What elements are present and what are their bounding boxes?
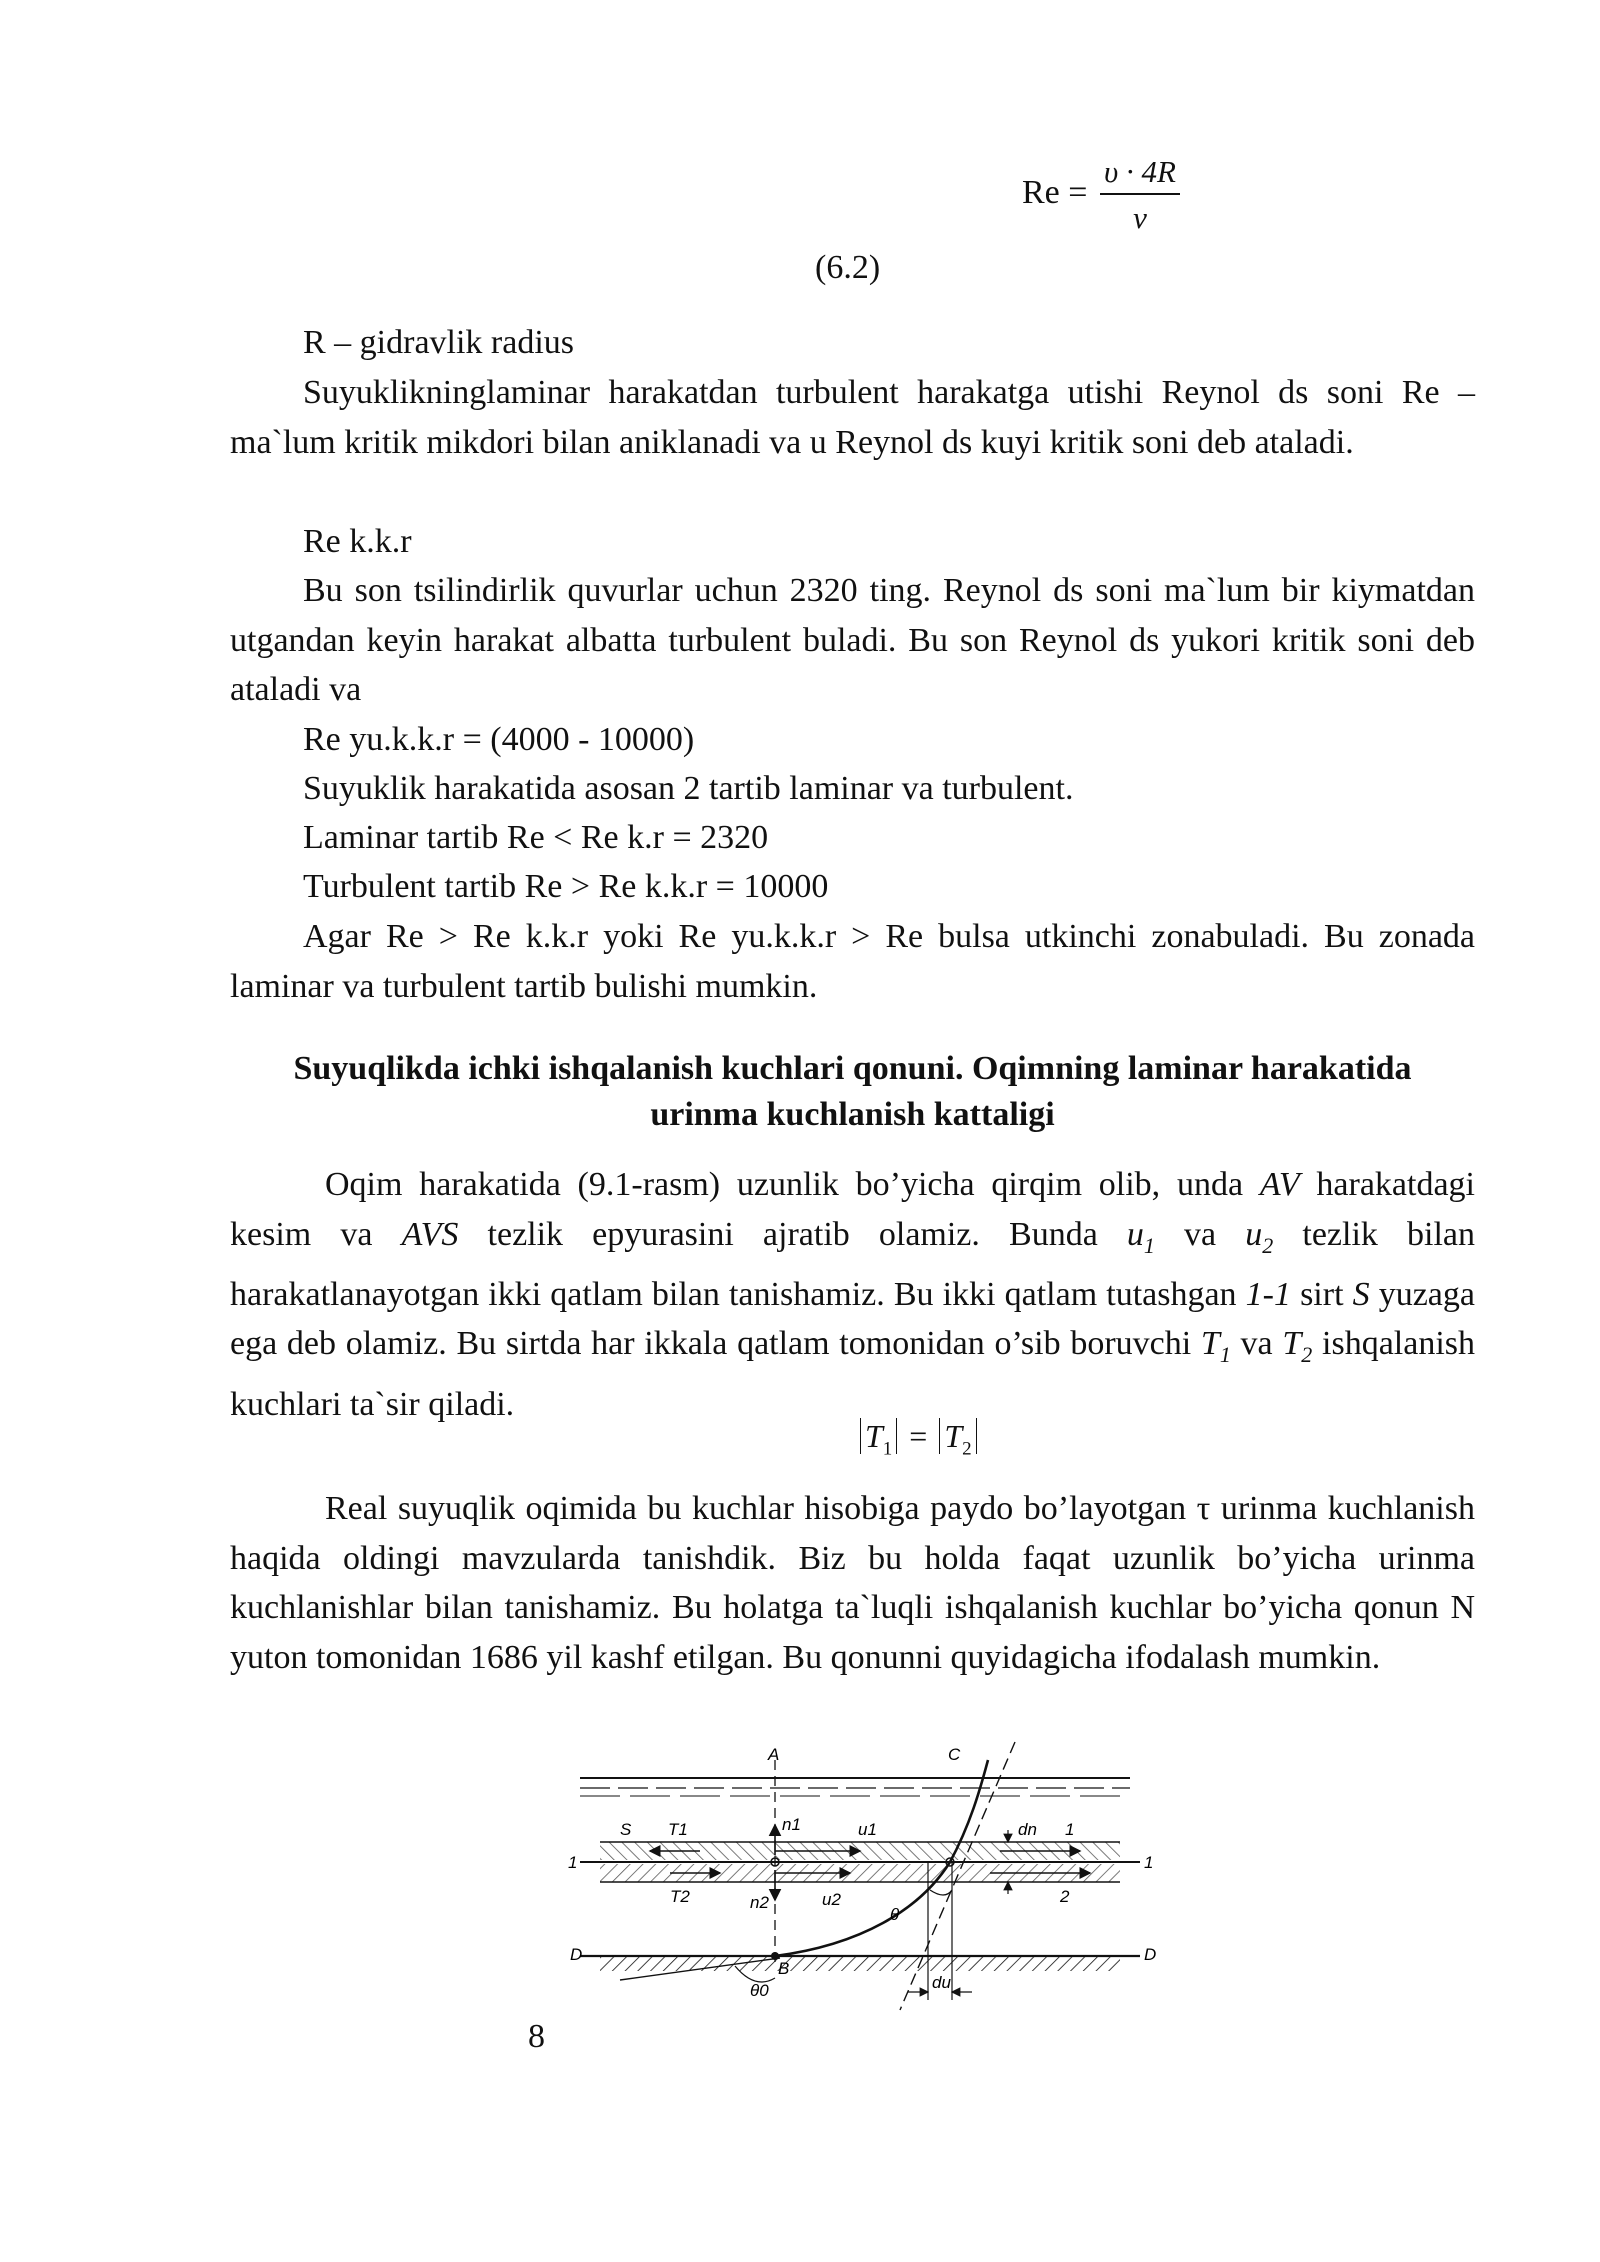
label-b: B: [778, 1959, 790, 1978]
re-yukkr-line: Re yu.k.k.r = (4000 - 10000): [303, 721, 695, 758]
label-du: du: [932, 1973, 951, 1992]
heading-line-1: Suyuqlikda ichki ishqalanish kuchlari qonuni. Oqimning laminar harakatida: [293, 1050, 1412, 1087]
label-1-right-top: 1: [1065, 1820, 1075, 1839]
formula-denominator: ν: [1133, 200, 1147, 235]
symbol-avs: AVS: [401, 1215, 459, 1253]
label-s: S: [620, 1820, 632, 1839]
label-theta: θ: [890, 1905, 900, 1924]
formula-eq: =: [909, 1418, 928, 1454]
label-d-left: D: [570, 1945, 583, 1964]
label-1-right: 1: [1144, 1853, 1154, 1872]
label-dn: dn: [1018, 1820, 1037, 1839]
re-kkr-line: Re k.k.r: [303, 523, 412, 560]
fraction-bar: [1100, 193, 1180, 195]
label-2: 2: [1060, 1887, 1070, 1906]
label-d-right: D: [1144, 1945, 1157, 1964]
heading-line-2: urinma kuchlanish kattaligi: [650, 1096, 1055, 1133]
symbol-t2: $T_2$: [1282, 1325, 1313, 1368]
label-c: C: [948, 1745, 961, 1764]
formula-number: (6.2): [815, 249, 881, 286]
symbol-u1: $u_1$: [1126, 1215, 1155, 1258]
symbol-u2: $u_2$: [1245, 1215, 1274, 1258]
formula-t1: T: [865, 1418, 883, 1454]
formula-t2: T: [944, 1418, 963, 1454]
r-definition: R – gidravlik radius: [303, 324, 575, 361]
paragraph-4: Oqim harakatida (9.1-rasm) uzunlik bo’yicha qirqim olib, unda AV harakatdagi kesim va AVS tezlik epyurasini ajratib olamiz. Bunda $u_1$ va $u_2$ tezlik bilan harakatlanayotgan ikki qatlam bilan tanishamiz. Bu ikki qatlam tutashgan 1-1 sirt S yuzaga ega deb olamiz. Bu sirtda har ikkala qatlam tomonidan o’sib boruvchi $T_1$ va $T_2$ ishqalanish kuchlari ta`sir qiladi.: [230, 1166, 1476, 1423]
formula-t-equality: $T_1 = T_2$: [860, 1418, 977, 1460]
section-heading: [230, 1046, 1475, 1138]
label-1-left: 1: [568, 1853, 578, 1872]
label-t2: T2: [670, 1887, 690, 1906]
label-a: A: [768, 1745, 780, 1764]
formula-lhs: Re =: [1022, 174, 1088, 211]
paragraph-3: Agar Re > Re k.k.r yoki Re yu.k.k.r > Re bulsa utkinchi zonabuladi. Bu zonada laminar va turbulent tartib bulishi mumkin.: [230, 918, 1475, 1005]
label-t1: T1: [668, 1820, 688, 1839]
page-number: 8: [528, 2018, 545, 2055]
symbol-1-1: 1-1: [1245, 1275, 1291, 1313]
label-n1: n1: [782, 1815, 801, 1834]
label-u2: u2: [822, 1890, 841, 1909]
paragraph-1: Suyuklikninglaminar harakatdan turbulent harakatga utishi Reynol ds soni Re – ma`lum kritik mikdori bilan aniklanadi va u Reynol ds kuyi kritik soni deb ataladi.: [230, 374, 1475, 461]
symbol-s: S: [1352, 1275, 1370, 1313]
paragraph-2: Bu son tsilindirlik quvurlar uchun 2320 ting. Reynol ds soni ma`lum bir kiymatdan utgandan keyin harakat albatta turbulent buladi. Bu son Reynol ds yukori kritik soni deb ataladi va: [230, 572, 1475, 708]
symbol-av: AV: [1259, 1166, 1300, 1203]
label-u1: u1: [858, 1820, 877, 1839]
laminar-line: Laminar tartib Re < Re k.r = 2320: [303, 819, 769, 856]
formula-numerator: υ · 4R: [1104, 154, 1176, 189]
flow-diagram-figure: [560, 1730, 1160, 2030]
two-regimes-line: Suyuklik harakatida asosan 2 tartib laminar va turbulent.: [303, 770, 1074, 807]
symbol-t1: $T_1$: [1200, 1325, 1231, 1368]
paragraph-5: Real suyuqlik oqimida bu kuchlar hisobiga paydo bo’layotgan τ urinma kuchlanish haqida oldingi mavzularda tanishdik. Biz bu holda faqat uzunlik bo’yicha urinma kuchlanishlar bilan tanishamiz. Bu holatga ta`luqli ishqalanish kuchlar bo’yicha qonun N yuton tomonidan 1686 yil kashf etilgan. Bu qonunni quyidagicha ifodalash mumkin.: [230, 1490, 1475, 1676]
turbulent-line: Turbulent tartib Re > Re k.k.r = 10000: [303, 868, 829, 905]
label-theta0: θ0: [750, 1981, 769, 2000]
label-n2: n2: [750, 1893, 769, 1912]
